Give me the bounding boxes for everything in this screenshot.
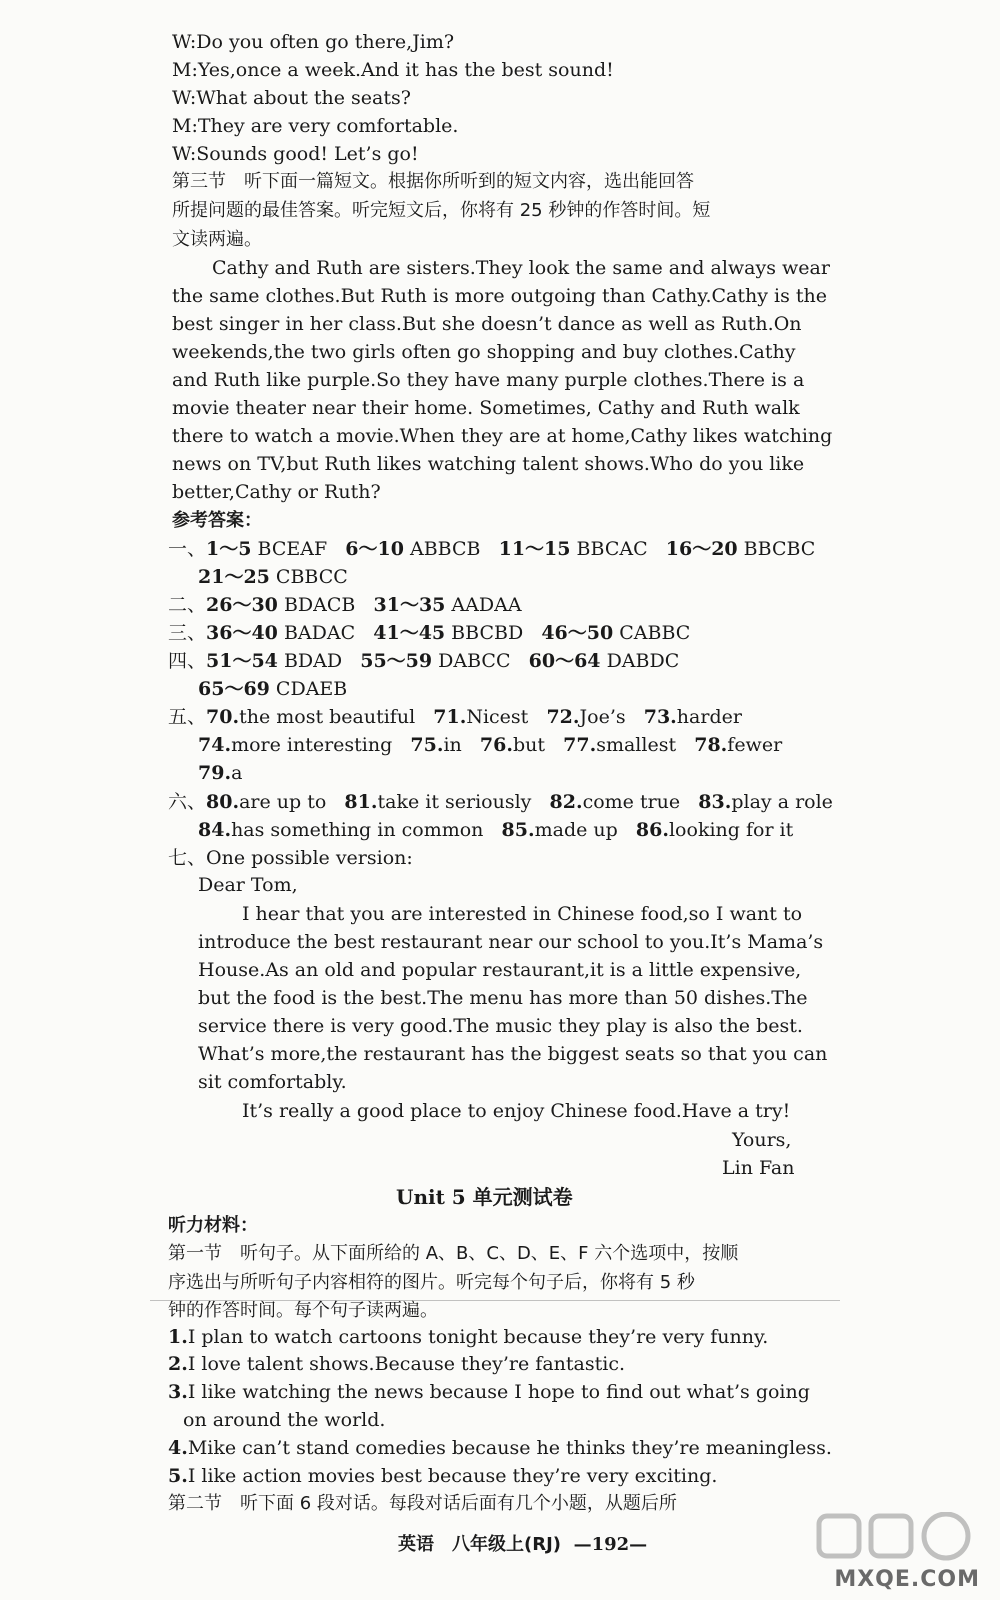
sentence-item: 5.I like action movies best because they’re very exciting. xyxy=(168,1465,718,1487)
passage-line: the same clothes.But Ruth is more outgoing than Cathy.Cathy is the xyxy=(172,285,827,307)
section-instruction: 第一节 听句子。从下面所给的 A、B、C、D、E、F 六个选项中，按顺 xyxy=(168,1243,739,1264)
letter-line: House.As an old and popular restaurant,it is a little expensive, xyxy=(198,959,802,981)
answer-row: 四、51～54 BDAD 55～59 DABCC 60～64 DABDC xyxy=(168,650,680,672)
passage-line: news on TV,but Ruth likes watching talent shows.Who do you like xyxy=(172,453,805,475)
dialogue-line: W:What about the seats? xyxy=(172,87,411,109)
dialogue-line: W:Sounds good! Let’s go! xyxy=(172,143,419,165)
passage-line: and Ruth like purple.So they have many purple clothes.There is a xyxy=(172,369,805,391)
sentence-item: 4.Mike can’t stand comedies because he thinks they’re meaningless. xyxy=(168,1437,832,1459)
dialogue-line: W:Do you often go there,Jim? xyxy=(172,31,455,53)
answer-row: 五、70.the most beautiful 71.Nicest 72.Joe’s 73.harder xyxy=(168,706,742,728)
answer-row: 74.more interesting 75.in 76.but 77.smallest 78.fewer xyxy=(198,734,783,756)
watermark-text: MXQE.COM xyxy=(834,1567,980,1592)
passage-line: movie theater near their home. Sometimes, Cathy and Ruth walk xyxy=(172,397,800,419)
dialogue-line: M:Yes,once a week.And it has the best sound! xyxy=(172,59,614,81)
letter-line: but the food is the best.The menu has more than 50 dishes.The xyxy=(198,987,808,1009)
sentence-item: 3.I like watching the news because I hope to find out what’s going xyxy=(168,1381,810,1403)
passage-line: there to watch a movie.When they are at home,Cathy likes watching xyxy=(172,425,833,447)
answer-row: 六、80.are up to 81.take it seriously 82.come true 83.play a role xyxy=(168,791,833,813)
letter-closing: Yours, xyxy=(732,1129,792,1151)
page-number: —192— xyxy=(573,1534,648,1555)
answer-row: 二、26～30 BDACB 31～35 AADAA xyxy=(168,594,522,616)
dialogue-line: M:They are very comfortable. xyxy=(172,115,459,137)
answer-row: 一、1～5 BCEAF 6～10 ABBCB 11～15 BBCAC 16～20 BBCBC xyxy=(168,538,816,560)
answer-row: 79.a xyxy=(198,762,243,784)
section-instruction: 第二节 听下面 6 段对话。每段对话后面有几个小题，从题后所 xyxy=(168,1493,677,1514)
passage-line: best singer in her class.But she doesn’t dance as well as Ruth.On xyxy=(172,313,802,335)
letter-signature: Lin Fan xyxy=(722,1157,795,1179)
answer-row: 84.has something in common 85.made up 86.looking for it xyxy=(198,819,794,841)
letter-line: What’s more,the restaurant has the biggest seats so that you can xyxy=(198,1043,828,1065)
letter-line: sit comfortably. xyxy=(198,1071,347,1093)
sentence-item: 1.I plan to watch cartoons tonight because they’re very funny. xyxy=(168,1326,769,1348)
sentence-item: 2.I love talent shows.Because they’re fantastic. xyxy=(168,1353,626,1375)
answer-row: 65～69 CDAEB xyxy=(198,678,348,700)
answers-heading: 参考答案： xyxy=(172,510,262,531)
listening-heading: 听力材料： xyxy=(168,1215,258,1236)
section-instruction: 第三节 听下面一篇短文。根据你所听到的短文内容，选出能回答 xyxy=(172,171,694,192)
letter-line: service there is very good.The music they play is also the best. xyxy=(198,1015,803,1037)
letter-line: I hear that you are interested in Chinese food,so I want to xyxy=(242,903,803,925)
section-instruction: 所提问题的最佳答案。听完短文后，你将有 25 秒钟的作答时间。短 xyxy=(172,200,711,221)
page-footer xyxy=(398,1532,647,1558)
letter-line: introduce the best restaurant near our school to you.It’s Mama’s xyxy=(198,931,824,953)
scan-line-divider xyxy=(150,1300,840,1301)
unit-title: Unit 5 单元测试卷 xyxy=(396,1185,573,1209)
footer-subject: 英语 八年级上(RJ) xyxy=(398,1534,562,1555)
section-instruction: 钟的作答时间。每个句子读两遍。 xyxy=(168,1300,438,1321)
letter-salutation: Dear Tom, xyxy=(198,874,298,896)
passage-line: better,Cathy or Ruth? xyxy=(172,481,381,503)
answer-row: 21～25 CBBCC xyxy=(198,566,348,588)
section-instruction: 序选出与所听句子内容相符的图片。听完每个句子后，你将有 5 秒 xyxy=(168,1272,695,1293)
passage-line: Cathy and Ruth are sisters.They look the same and always wear xyxy=(212,257,830,279)
section-instruction: 文读两遍。 xyxy=(172,229,262,250)
sentence-item-continued: on around the world. xyxy=(183,1409,386,1431)
answer-row: 三、36～40 BADAC 41～45 BBCBD 46～50 CABBC xyxy=(168,622,691,644)
answer-row: 七、One possible version: xyxy=(168,847,413,869)
letter-line: It’s really a good place to enjoy Chinese food.Have a try! xyxy=(242,1100,791,1122)
passage-line: weekends,the two girls often go shopping and buy clothes.Cathy xyxy=(172,341,796,363)
